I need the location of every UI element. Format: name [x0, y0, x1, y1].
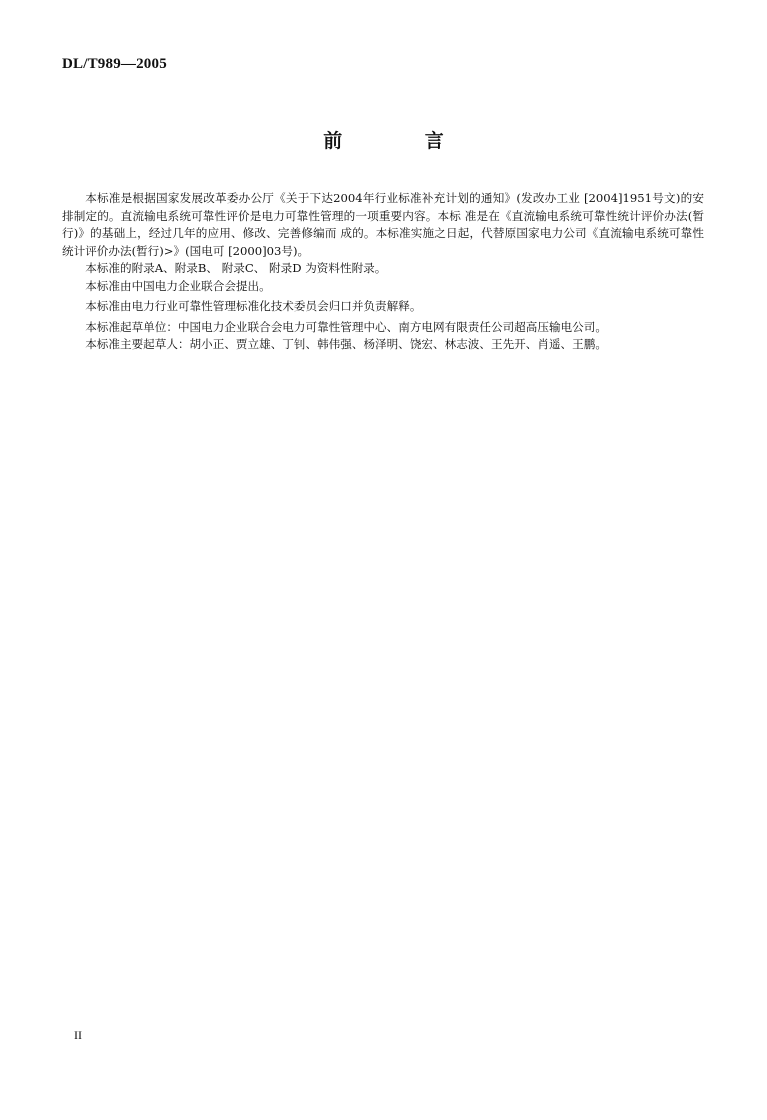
- paragraph-appendices: 本标准的附录A、附录B、 附录C、 附录D 为资料性附录。: [85, 261, 387, 275]
- paragraph-interpretation: 本标准由电力行业可靠性管理标准化技术委员会归口并负责解释。: [85, 299, 422, 313]
- page-title: 前 言: [323, 130, 482, 152]
- paragraph-proposer: 本标准由中国电力企业联合会提出。: [85, 278, 271, 293]
- document-body: [62, 190, 704, 354]
- standard-code: DL/T989—2005: [62, 56, 167, 72]
- paragraph-drafting-units: 本标准起草单位：中国电力企业联合会电力可靠性管理中心、南方电网有限责任公司超高压输电公司。: [85, 319, 607, 334]
- page-number: II: [74, 1028, 82, 1042]
- paragraph-basis: 本标准是根据国家发展改革委办公厅《关于下达2004年行业标准补充计划的通知》(发改办工业 [2004]1951号文)的安排制定的。直流输电系统可靠性评价是电力可靠性管理的一项重要内容。本标 准是在《直流输电系统可靠性统计评价办法(暂行)》的基础上，经过几年的应用、修改、完善修编而 成的。本标准实施之日起，代替原国家电力公司《直流输电系统可靠性统计评价办法(暂行)>》(国电可 [2000]03号)。: [62, 191, 704, 258]
- paragraph-drafters: 本标准主要起草人：胡小正、贾立雄、丁钊、韩伟强、杨泽明、饶宏、林志波、王先开、肖遥、王鹏。: [85, 337, 607, 351]
